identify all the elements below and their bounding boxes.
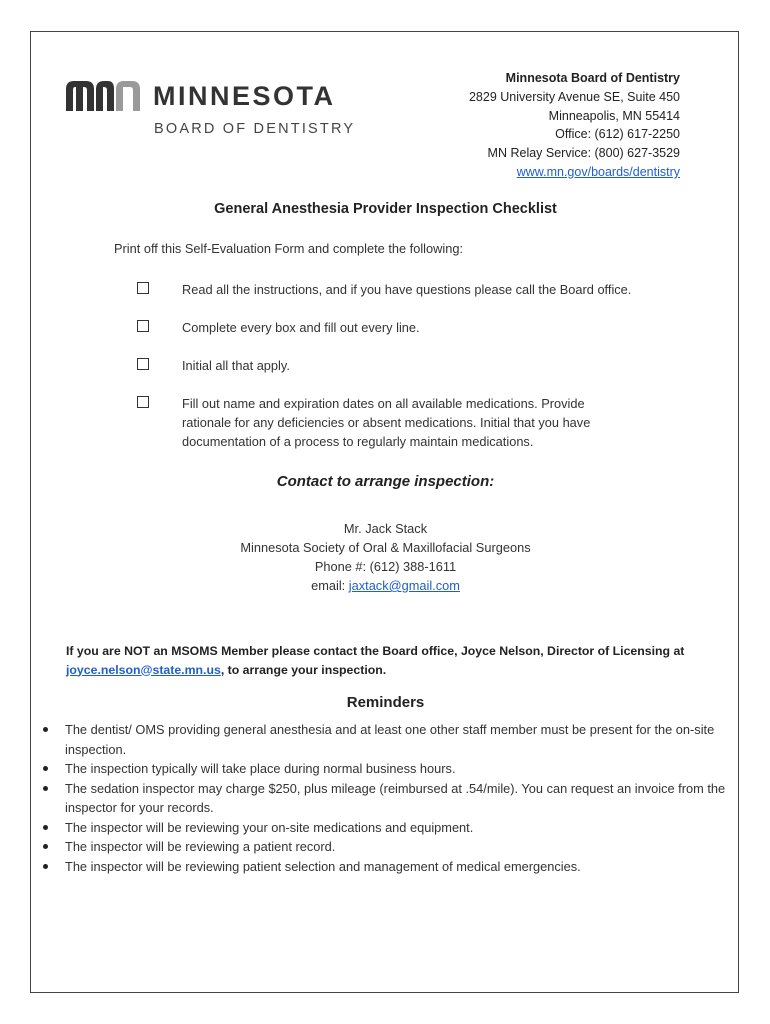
notice-text-end: , to arrange your inspection.	[220, 662, 387, 677]
address-city: Minneapolis, MN 55414	[548, 108, 680, 123]
address-block	[469, 69, 680, 182]
non-member-notice	[66, 642, 706, 679]
address-relay-phone: MN Relay Service: (800) 627-3529	[487, 146, 680, 161]
document-page	[30, 31, 739, 993]
contact-phone: Phone #: (612) 388-1611	[314, 559, 457, 574]
logo-subtitle: BOARD OF DENTISTRY	[154, 121, 356, 137]
checklist-item	[137, 394, 657, 451]
contact-heading: Contact to arrange inspection:	[276, 473, 495, 490]
bullet-icon	[43, 727, 48, 732]
reminder-text: The dentist/ OMS providing general anesthesia and at least one other staff member must be present for the on-site inspection.	[65, 722, 715, 757]
contact-block	[31, 519, 740, 595]
reminder-item	[39, 720, 729, 759]
reminder-text: The inspector will be reviewing a patient record.	[65, 839, 336, 854]
contact-email-link[interactable]: jaxtack@gmail.com	[348, 578, 460, 593]
checklist	[137, 280, 657, 451]
bullet-icon	[43, 844, 48, 849]
checklist-item-text: Fill out name and expiration dates on all available medications. Provide rationale for any deficiencies or absent medications. Initial that you have documentation of a process to regularly maintain medications.	[182, 396, 591, 449]
notice-text: If you are NOT an MSOMS Member please contact the Board office, Joyce Nelson, Director of Licensing at	[66, 644, 685, 658]
notice-email-link[interactable]: joyce.nelson@state.mn.us	[66, 662, 221, 677]
address-org: Minnesota Board of Dentistry	[505, 71, 680, 85]
checklist-item-text: Read all the instructions, and if you have questions please call the Board office.	[182, 282, 632, 297]
checkbox[interactable]	[137, 320, 149, 332]
contact-name: Mr. Jack Stack	[343, 521, 428, 536]
reminders-heading: Reminders	[346, 694, 425, 711]
reminder-item	[39, 759, 729, 779]
contact-email-label: email:	[311, 578, 349, 593]
address-street: 2829 University Avenue SE, Suite 450	[468, 89, 680, 104]
reminder-item	[39, 818, 729, 838]
checklist-item-text: Initial all that apply.	[182, 358, 290, 373]
reminder-item	[39, 837, 729, 857]
website-link[interactable]: www.mn.gov/boards/dentistry	[516, 164, 680, 179]
bullet-icon	[43, 825, 48, 830]
contact-org: Minnesota Society of Oral & Maxillofacial Surgeons	[240, 540, 531, 555]
checklist-item	[137, 318, 657, 337]
reminder-text: The sedation inspector may charge $250, plus mileage (reimbursed at .54/mile). You can request an invoice from the inspector for your records.	[65, 780, 726, 815]
bullet-icon	[43, 786, 48, 791]
mn-logo-mark-icon	[66, 79, 141, 111]
checkbox[interactable]	[137, 282, 149, 294]
logo-wordmark: MINNESOTA	[153, 81, 336, 111]
reminder-text: The inspector will be reviewing your on-site medications and equipment.	[65, 819, 474, 835]
intro-text: Print off this Self-Evaluation Form and complete the following:	[114, 241, 464, 256]
address-office-phone: Office: (612) 617-2250	[555, 127, 680, 142]
checklist-item	[137, 280, 657, 299]
page-title: General Anesthesia Provider Inspection Checklist	[214, 201, 557, 217]
bullet-icon	[43, 864, 48, 869]
mn-logo	[66, 79, 376, 141]
checklist-item-text: Complete every box and fill out every line.	[182, 320, 420, 335]
contact-email-line	[31, 576, 740, 595]
checkbox[interactable]	[137, 396, 149, 408]
reminders-list	[39, 720, 729, 876]
reminder-text: The inspection typically will take place during normal business hours.	[65, 761, 456, 776]
reminder-text: The inspector will be reviewing patient selection and management of medical emergencies.	[65, 858, 581, 874]
bullet-icon	[43, 766, 48, 771]
checkbox[interactable]	[137, 358, 149, 370]
reminder-item	[39, 779, 729, 818]
checklist-item	[137, 356, 657, 375]
reminder-item	[39, 857, 729, 877]
